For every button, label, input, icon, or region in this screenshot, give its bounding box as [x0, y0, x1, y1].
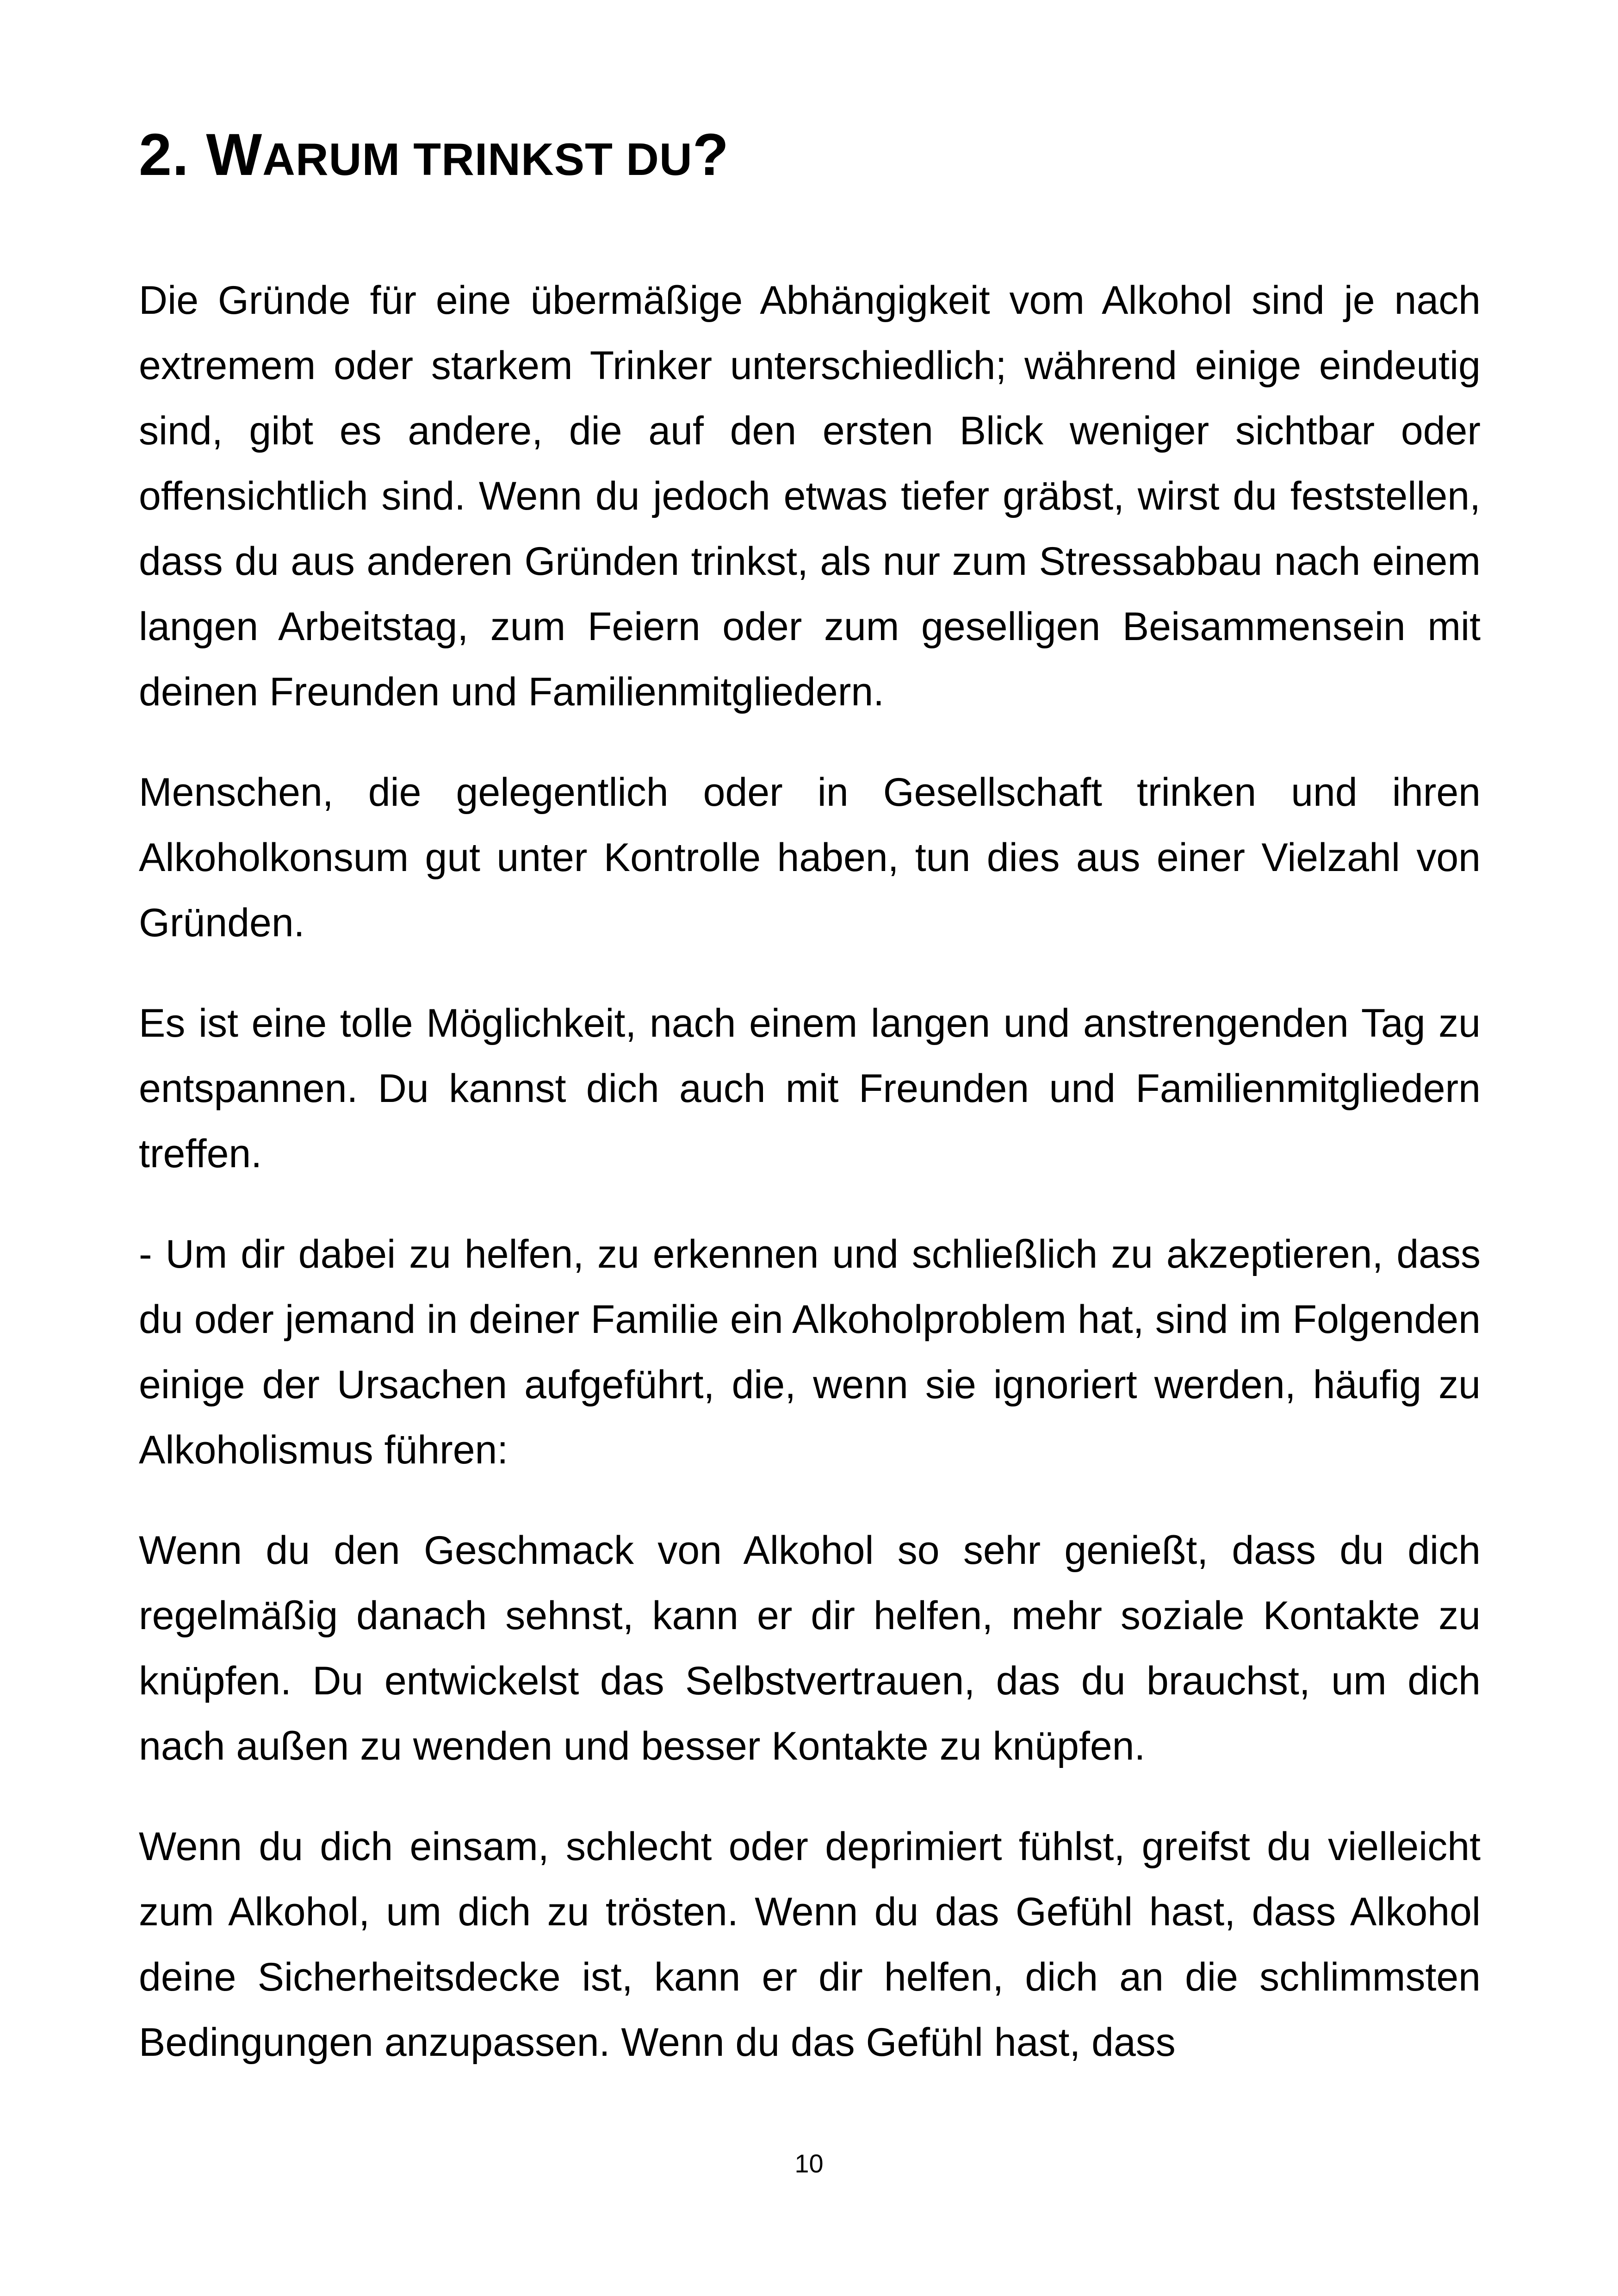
- paragraph-reasons-intro: Die Gründe für eine übermäßige Abhängigkeit vom Alkohol sind je nach extremem oder starkem Trinker unterschiedlich; während einige eindeutig sind, gibt es andere, die auf den ersten Blick weniger sichtbar oder offensichtlich sind. Wenn du jedoch etwas tiefer gräbst, wirst du feststellen, dass du aus anderen Gründen trinkst, als nur zum Stressabbau nach einem langen Arbeitstag, zum Feiern oder zum geselligen Beisammensein mit deinen Freunden und Familienmitgliedern.: [139, 278, 1481, 714]
- chapter-title-rest: ARUM TRINKST DU: [262, 134, 693, 185]
- chapter-title-question-mark: ?: [692, 122, 729, 188]
- paragraph-social-drinkers: Menschen, die gelegentlich oder in Gesellschaft trinken und ihren Alkoholkonsum gut unter Kontrolle haben, tun dies aus einer Vielzahl von Gründen.: [139, 770, 1481, 945]
- paragraph-relaxation: Es ist eine tolle Möglichkeit, nach einem langen und anstrengenden Tag zu entspannen. Du kannst dich auch mit Freunden und Familienmitgliedern treffen.: [139, 1001, 1481, 1176]
- chapter-title: [139, 116, 1481, 199]
- paragraph-causes-list-intro: - Um dir dabei zu helfen, zu erkennen und schließlich zu akzeptieren, dass du oder jemand in deiner Familie ein Alkoholproblem hat, sind im Folgenden einige der Ursachen aufgeführt, die, wenn sie ignoriert werden, häufig zu Alkoholismus führen:: [139, 1232, 1481, 1472]
- chapter-number: 2.: [139, 122, 189, 188]
- page-number: 10: [794, 2149, 824, 2178]
- page-content: [139, 116, 1481, 2110]
- chapter-title-initial: W: [206, 122, 263, 188]
- paragraph-loneliness: Wenn du dich einsam, schlecht oder deprimiert fühlst, greifst du vielleicht zum Alkohol, um dich zu trösten. Wenn du das Gefühl hast, dass Alkohol deine Sicherheitsdecke ist, kann er dir helfen, dich an die schlimmsten Bedingungen anzupassen. Wenn du das Gefühl hast, dass: [139, 1824, 1481, 2065]
- paragraph-taste: Wenn du den Geschmack von Alkohol so sehr genießt, dass du dich regelmäßig danach sehnst, kann er dir helfen, mehr soziale Kontakte zu knüpfen. Du entwickelst das Selbstvertrauen, das du brauchst, um dich nach außen zu wenden und besser Kontakte zu knüpfen.: [139, 1528, 1481, 1768]
